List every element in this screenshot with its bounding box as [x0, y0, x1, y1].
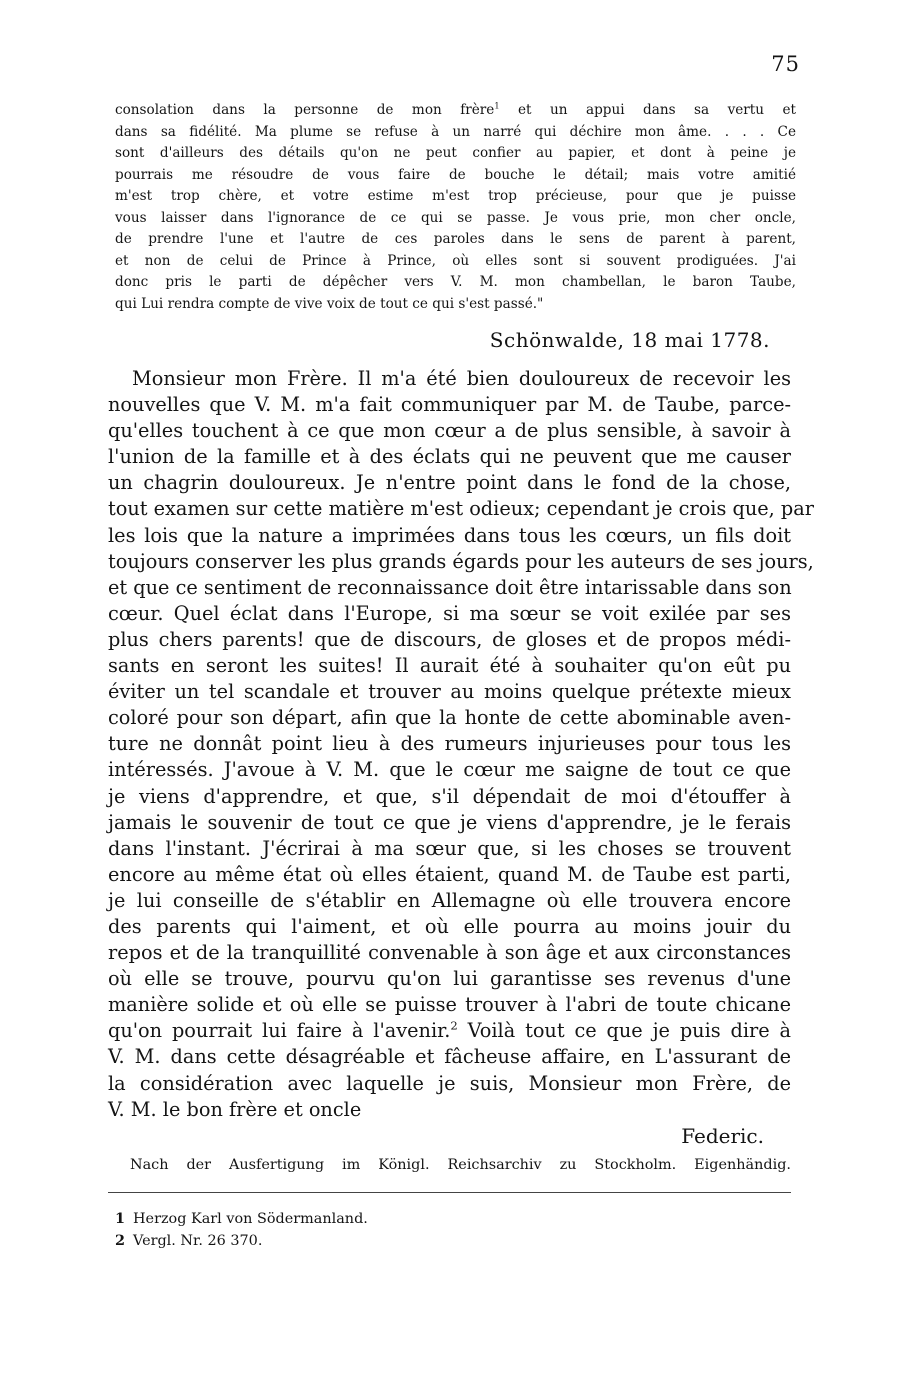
footnote-divider — [108, 1192, 791, 1193]
quote-line: m'est trop chère, et votre estime m'est trop précieuse, pour que je puisse — [115, 188, 796, 204]
body-line: sants en seront les suites! Il aurait été à souhaiter qu'on eût pu — [108, 654, 791, 678]
body-line: des parents qui l'aiment, et où elle pourra au moins jouir du — [108, 914, 791, 938]
footnote-number: 2 — [115, 1232, 126, 1249]
footnote-number: 1 — [115, 1210, 126, 1227]
body-line: je viens d'apprendre, et que, s'il dépendait de moi d'étouffer à — [108, 784, 791, 808]
body-line: où elle se trouve, pourvu qu'on lui garantisse ses revenus d'une — [108, 967, 791, 991]
body-line: coloré pour son départ, afin que la honte de cette abominable aven- — [108, 706, 791, 730]
body-line: les lois que la nature a imprimées dans tous les cœurs, un fils doit — [108, 523, 791, 547]
body-line: et que ce sentiment de reconnaissance doit être intarissable dans son — [108, 575, 792, 599]
body-line: intéressés. J'avoue à V. M. que le cœur me saigne de tout ce que — [108, 758, 791, 782]
body-line: V. M. le bon frère et oncle — [108, 1097, 362, 1121]
body-line: repos et de la tranquillité convenable à son âge et aux circonstances — [108, 941, 791, 965]
source-note: Nach der Ausfertigung im Königl. Reichsarchiv zu Stockholm. Eigenhändig. — [130, 1157, 791, 1173]
body-line: je lui conseille de s'établir en Allemagne où elle trouvera encore — [108, 888, 791, 912]
quote-line: vous laisser dans l'ignorance de ce qui se passe. Je vous prie, mon cher oncle, — [115, 209, 796, 226]
body-line: l'union de la famille et à des éclats qui ne peuvent que me causer — [108, 445, 791, 469]
body-line: nouvelles que V. M. m'a fait communiquer par M. de Taube, parce- — [108, 393, 791, 417]
body-line: manière solide et où elle se puisse trouver à l'abri de toute chicane — [108, 993, 791, 1017]
footnote-text: Herzog Karl von Södermanland. — [133, 1211, 368, 1227]
quote-line: pourrais me résoudre de vous faire de bouche le détail; mais votre amitié — [115, 166, 796, 183]
body-line: toujours conserver les plus grands égards pour les auteurs de ses jours, — [108, 549, 814, 573]
page-number: 75 — [771, 52, 800, 76]
quoted-letter-excerpt — [115, 100, 796, 315]
letter-body — [108, 366, 814, 1123]
body-line: Monsieur mon Frère. Il m'a été bien douloureux de recevoir les — [132, 367, 791, 390]
footnote-ref: 1 — [494, 100, 500, 111]
footnote — [115, 1208, 368, 1230]
footnotes — [115, 1208, 368, 1252]
footnote — [115, 1230, 368, 1252]
body-line: cœur. Quel éclat dans l'Europe, si ma sœur se voit exilée par ses — [108, 601, 791, 625]
quote-line: donc pris le parti de dépêcher vers V. M. mon chambellan, le baron Taube, — [115, 274, 796, 290]
body-line: dans l'instant. J'écrirai à ma sœur que, si les choses se trouvent — [108, 836, 791, 860]
body-line: V. M. dans cette désagréable et fâcheuse affaire, en L'assurant de — [108, 1045, 791, 1069]
body-line: la considération avec laquelle je suis, Monsieur mon Frère, de — [108, 1071, 791, 1095]
quote-line: sont d'ailleurs des détails qu'on ne peut confier au papier, et dont à peine je — [115, 145, 796, 161]
letter-dateline: Schönwalde, 18 mai 1778. — [489, 328, 770, 352]
signature: Federic. — [681, 1124, 764, 1148]
quote-line: qui Lui rendra compte de vive voix de tout ce qui s'est passé." — [115, 295, 544, 312]
footnote-ref: 2 — [450, 1018, 458, 1033]
quote-line: dans sa fidélité. Ma plume se refuse à un narré qui déchire mon âme. . . . Ce — [115, 123, 796, 140]
footnote-text: Vergl. Nr. 26 370. — [133, 1233, 263, 1249]
quote-line: consolation dans la personne de mon frère$^1$ et un appui dans sa vertu et — [115, 100, 796, 118]
body-line: encore au même état où elles étaient, quand M. de Taube est parti, — [108, 862, 791, 886]
body-line: qu'on pourrait lui faire à l'avenir.$^2$ Voilà tout ce que je puis dire à — [108, 1018, 791, 1043]
body-line: un chagrin douloureux. Je n'entre point dans le fond de la chose, — [108, 471, 791, 495]
body-line: éviter un tel scandale et trouver au moins quelque prétexte mieux — [108, 680, 791, 704]
body-line: jamais le souvenir de tout ce que je viens d'apprendre, je le ferais — [108, 810, 791, 834]
quote-line: de prendre l'une et l'autre de ces paroles dans le sens de parent à parent, — [115, 231, 796, 247]
body-line: plus chers parents! que de discours, de gloses et de propos médi- — [108, 627, 791, 651]
quote-line: et non de celui de Prince à Prince, où elles sont si souvent prodiguées. J'ai — [115, 252, 796, 269]
body-line: qu'elles touchent à ce que mon cœur a de plus sensible, à savoir à — [108, 419, 791, 443]
body-line: tout examen sur cette matière m'est odieux; cependant je crois que, par — [108, 497, 814, 521]
body-line: ture ne donnât point lieu à des rumeurs injurieuses pour tous les — [108, 732, 791, 756]
